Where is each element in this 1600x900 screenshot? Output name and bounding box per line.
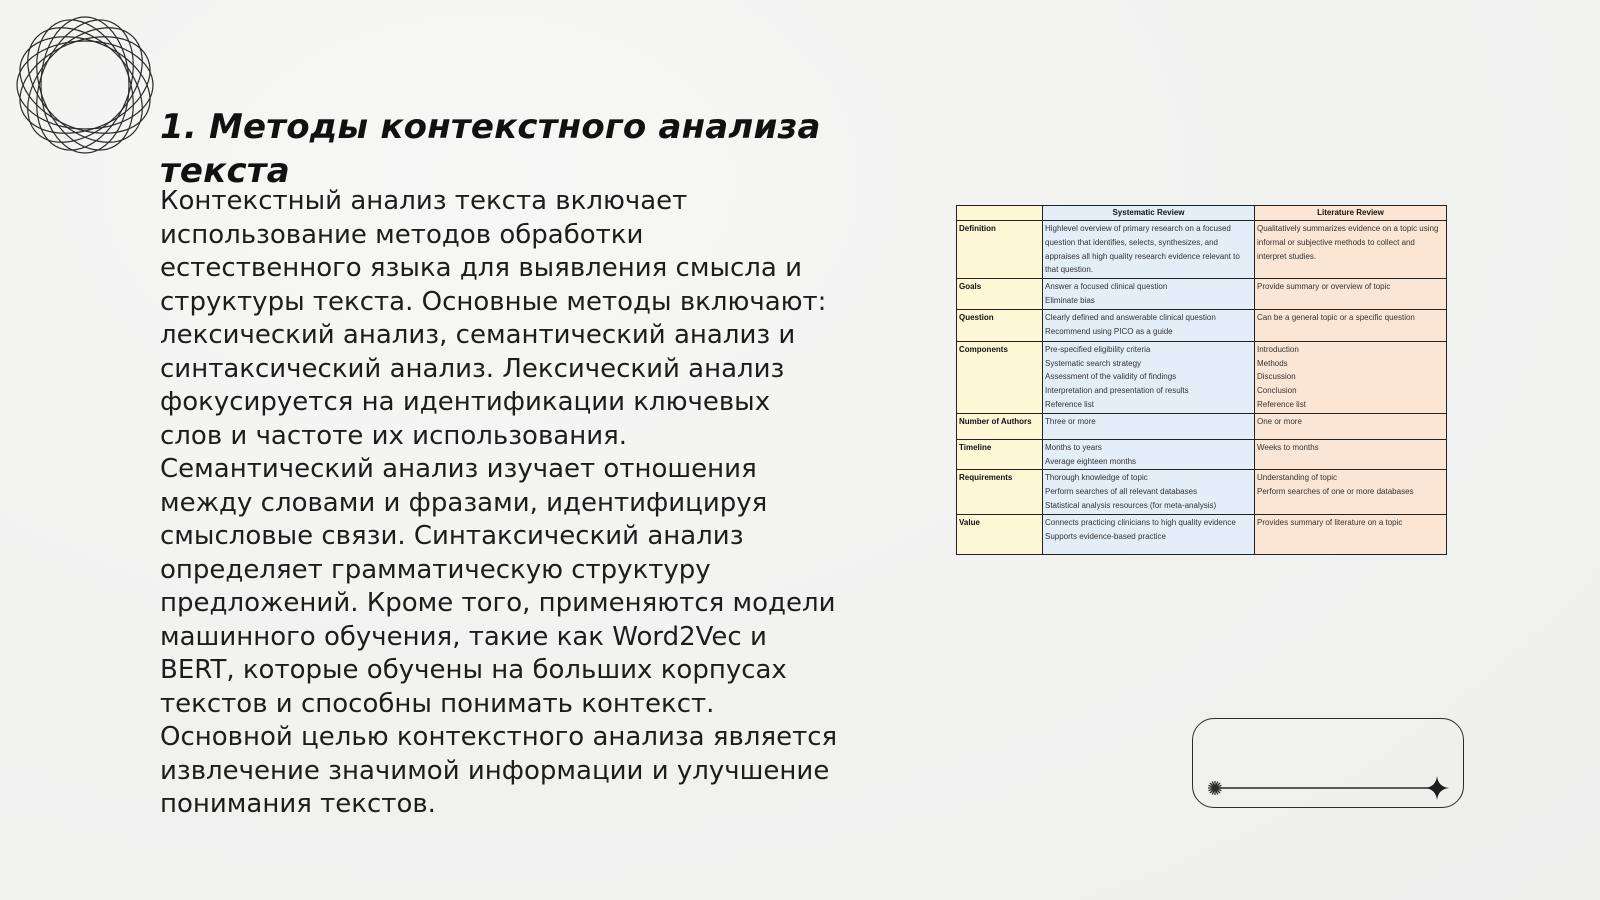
table-cell-line: Perform searches of one or more databases [1257,487,1414,497]
table-cell-literature [1255,470,1447,514]
table-cell-line: Recommend using PICO as a guide [1045,326,1173,336]
table-cell-line: Answer a focused clinical question [1045,282,1168,292]
table-row-label: Goals [957,279,1043,310]
table-cell-line: Can be a general topic or a specific question [1257,312,1415,322]
table-cell-line: Reference list [1257,399,1306,409]
table-cell-line: Highlevel overview of primary research on a focused question that identifies, selects, synthesizes, and appraises all high quality research evidence relevant to that question. [1045,224,1240,275]
comparison-table-image [956,205,1446,553]
table-cell-line: Supports evidence-based practice [1045,531,1166,541]
table-cell-line: Clearly defined and answerable clinical question [1045,312,1216,322]
table-cell-line: Statistical analysis resources (for meta-analysis) [1045,500,1217,510]
table-header-cell: Literature Review [1255,206,1447,221]
table-cell-line: Interpretation and presentation of results [1045,386,1189,396]
table-row [957,470,1447,514]
table-row [957,413,1447,439]
table-row [957,514,1447,554]
table-cell-line: Weeks to months [1257,442,1319,452]
table-cell-systematic [1043,470,1255,514]
table-cell-literature [1255,341,1447,413]
table-cell-line: Assessment of the validity of findings [1045,372,1177,382]
circle-rings-logo-icon [10,10,160,160]
table-cell-line: Eliminate bias [1045,295,1095,305]
starburst-icon [1208,781,1222,795]
table-cell-line: Average eighteen months [1045,456,1137,466]
table-cell-line: Provide summary or overview of topic [1257,282,1391,292]
table-cell-literature [1255,221,1447,279]
table-cell-line: Introduction [1257,344,1299,354]
table-cell-line: Perform searches of all relevant databases [1045,487,1198,497]
timeline-card [1192,718,1464,808]
table-cell-line: Connects practicing clinicians to high quality evidence [1045,517,1236,527]
table-row [957,309,1447,341]
table-cell-line: Systematic search strategy [1045,358,1142,368]
table-cell-literature [1255,279,1447,310]
table-cell-line: Thorough knowledge of topic [1045,473,1148,483]
table-row-label: Components [957,341,1043,413]
table-cell-literature [1255,309,1447,341]
table-cell-systematic [1043,514,1255,554]
four-point-star-icon [1425,776,1449,800]
table-row [957,341,1447,413]
table-cell-systematic [1043,341,1255,413]
table-header-row [957,206,1447,221]
table-cell-literature [1255,439,1447,470]
table-cell-systematic [1043,439,1255,470]
table-row-label: Definition [957,221,1043,279]
table-header-cell [957,206,1043,221]
table-cell-systematic [1043,221,1255,279]
table-row-label: Question [957,309,1043,341]
table-row-label: Timeline [957,439,1043,470]
table-cell-line: One or more [1257,416,1302,426]
table-cell-line: Qualitatively summarizes evidence on a topic using informal or subjective methods to collect and interpret studies. [1257,224,1439,261]
table-row-label: Requirements [957,470,1043,514]
slide-body-text: Контекстный анализ текста включает использование методов обработки естественного языка для выявления смысла и структуры текста. Основные методы включают: лексический анализ, семантический анализ и синтаксический анализ. Лексический анализ фокусируется на идентификации ключевых слов и частоте их использования. Семантический анализ изучает отношения между словами и фразами, идентифицируя смысловые связи. Синтаксический анализ определяет грамматическую структуру предложений. Кроме того, применяются модели машинного обучения, такие как Word2Vec и BERT, которые обучены на больших корпусах текстов и способны понимать контекст. Основной целью контекстного анализа является извлечение значимой информации и улучшение понимания текстов. [160,186,838,819]
table-cell-line: Pre-specified eligibility criteria [1045,344,1151,354]
comparison-table [956,205,1447,555]
table-row [957,221,1447,279]
table-cell-systematic [1043,309,1255,341]
slide-title: 1. Методы контекстного анализа текста [160,107,821,191]
table-cell-line: Provides summary of literature on a topic [1257,517,1403,527]
table-cell-line: Discussion [1257,372,1296,382]
table-cell-line: Three or more [1045,416,1096,426]
table-row-label: Value [957,514,1043,554]
timeline-line [1193,719,1465,809]
table-cell-line: Understanding of topic [1257,473,1338,483]
table-cell-line: Conclusion [1257,386,1297,396]
table-header-cell: Systematic Review [1043,206,1255,221]
logo-ring [10,10,160,160]
table-cell-literature [1255,413,1447,439]
table-cell-line: Methods [1257,358,1288,368]
table-cell-systematic [1043,413,1255,439]
table-cell-systematic [1043,279,1255,310]
table-row [957,279,1447,310]
table-row-label: Number of Authors [957,413,1043,439]
table-row [957,439,1447,470]
table-cell-line: Months to years [1045,442,1102,452]
table-cell-line: Reference list [1045,399,1094,409]
table-cell-literature [1255,514,1447,554]
